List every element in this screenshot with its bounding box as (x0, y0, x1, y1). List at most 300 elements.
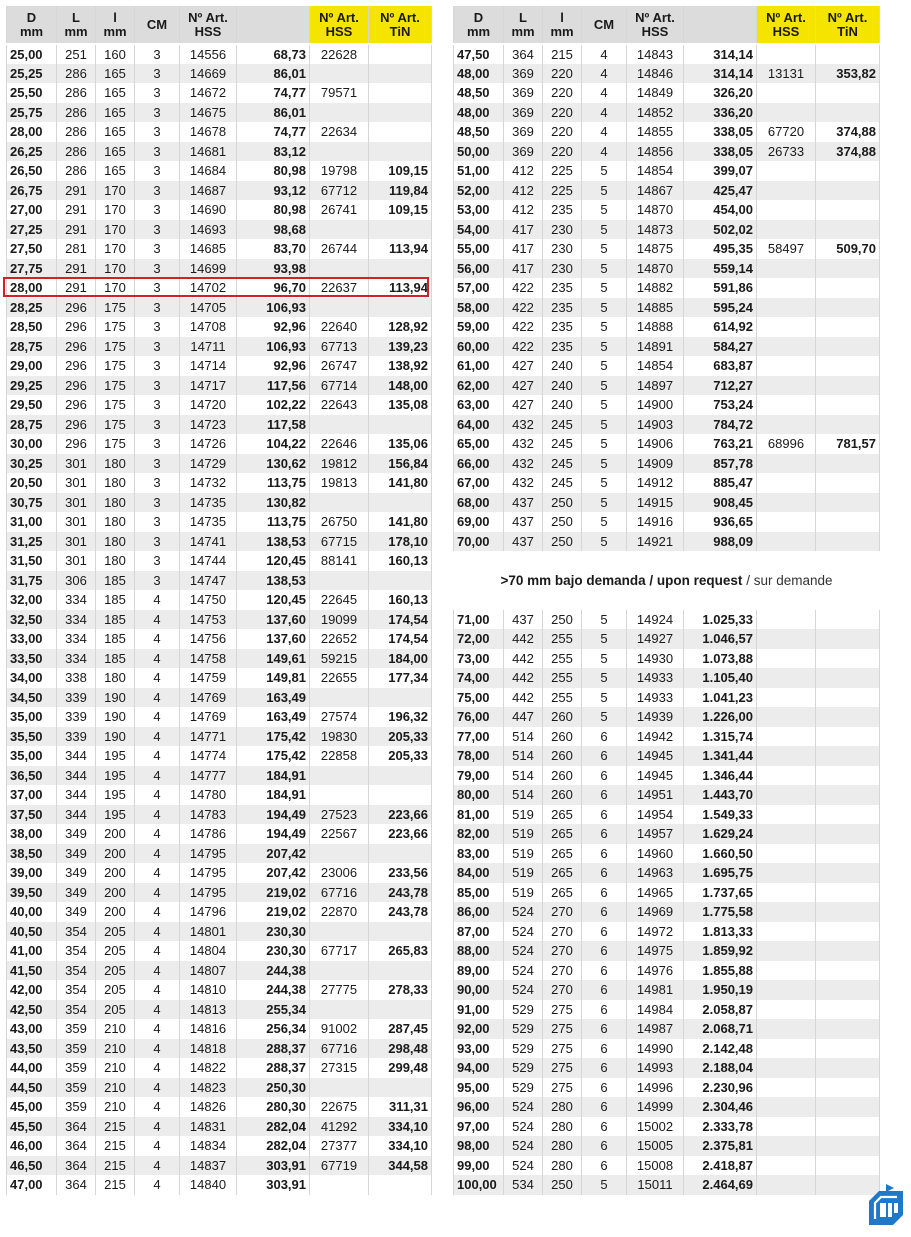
art-tin-cell: 119,84 (369, 181, 432, 201)
price-cell: 2.142,48 (684, 1039, 757, 1059)
l-cell: 354 (57, 961, 96, 981)
l-cell: 301 (57, 493, 96, 513)
art-tin-cell (816, 337, 880, 357)
art-tin-cell: 509,70 (816, 239, 880, 259)
l-cell: 514 (504, 727, 543, 747)
col-header-l: L mm (57, 6, 96, 44)
l-cell: 369 (504, 142, 543, 162)
table-row (454, 1117, 880, 1137)
price-cell: 338,05 (684, 142, 757, 162)
art-tin-cell (369, 785, 432, 805)
art-tin-cell: 334,10 (369, 1136, 432, 1156)
price-table-right (453, 6, 880, 1195)
table-row (454, 649, 880, 669)
art-cell: 14807 (180, 961, 237, 981)
price-cell: 614,92 (684, 317, 757, 337)
d-cell: 31,75 (7, 571, 57, 591)
table-row (7, 844, 432, 864)
i-cell: 195 (96, 785, 135, 805)
cm-cell: 6 (582, 844, 627, 864)
table-row (454, 317, 880, 337)
l-cell: 339 (57, 727, 96, 747)
art-cell: 14957 (627, 824, 684, 844)
art-hss-cell: 67712 (310, 181, 369, 201)
art-tin-cell (816, 298, 880, 318)
d-cell: 70,00 (454, 532, 504, 552)
cm-cell: 5 (582, 629, 627, 649)
art-cell: 14702 (180, 278, 237, 298)
cm-cell: 4 (135, 941, 180, 961)
table-row (454, 1019, 880, 1039)
price-cell: 219,02 (237, 902, 310, 922)
table-row (7, 1078, 432, 1098)
table-row (454, 1000, 880, 1020)
price-cell: 83,12 (237, 142, 310, 162)
l-cell: 338 (57, 668, 96, 688)
art-hss-cell (757, 220, 816, 240)
d-cell: 20,50 (7, 473, 57, 493)
art-cell: 14945 (627, 746, 684, 766)
i-cell: 215 (96, 1175, 135, 1195)
i-cell: 220 (543, 83, 582, 103)
cm-cell: 4 (135, 1019, 180, 1039)
price-cell: 326,20 (684, 83, 757, 103)
table-row (454, 727, 880, 747)
cm-cell: 3 (135, 454, 180, 474)
l-cell: 359 (57, 1078, 96, 1098)
art-cell: 14951 (627, 785, 684, 805)
cm-cell: 5 (582, 356, 627, 376)
l-cell: 529 (504, 1019, 543, 1039)
art-cell: 14972 (627, 922, 684, 942)
i-cell: 205 (96, 980, 135, 1000)
l-cell: 291 (57, 181, 96, 201)
art-hss-cell (757, 961, 816, 981)
art-cell: 14921 (627, 532, 684, 552)
spacer-row (454, 551, 880, 571)
table-row (454, 1078, 880, 1098)
art-cell: 14822 (180, 1058, 237, 1078)
i-cell: 260 (543, 785, 582, 805)
i-cell: 170 (96, 220, 135, 240)
l-cell: 364 (57, 1156, 96, 1176)
price-cell: 908,45 (684, 493, 757, 513)
d-cell: 31,25 (7, 532, 57, 552)
art-cell: 14810 (180, 980, 237, 1000)
table-row (454, 668, 880, 688)
art-cell: 14870 (627, 259, 684, 279)
art-hss-cell: 22643 (310, 395, 369, 415)
d-cell: 29,00 (7, 356, 57, 376)
art-cell: 14685 (180, 239, 237, 259)
i-cell: 280 (543, 1156, 582, 1176)
art-cell: 14942 (627, 727, 684, 747)
art-tin-cell (369, 122, 432, 142)
art-tin-cell (816, 629, 880, 649)
l-cell: 286 (57, 161, 96, 181)
table-row (7, 883, 432, 903)
art-hss-cell (757, 746, 816, 766)
cm-cell: 4 (135, 590, 180, 610)
cm-cell: 6 (582, 1019, 627, 1039)
i-cell: 260 (543, 727, 582, 747)
art-cell: 14826 (180, 1097, 237, 1117)
i-cell: 265 (543, 824, 582, 844)
i-cell: 235 (543, 317, 582, 337)
table-row (454, 746, 880, 766)
d-cell: 50,00 (454, 142, 504, 162)
art-hss-cell (757, 727, 816, 747)
l-cell: 422 (504, 298, 543, 318)
art-tin-cell (816, 44, 880, 64)
price-cell: 149,81 (237, 668, 310, 688)
i-cell: 280 (543, 1136, 582, 1156)
art-tin-cell (369, 298, 432, 318)
cm-cell: 4 (582, 142, 627, 162)
cm-cell: 5 (582, 610, 627, 630)
note-fr-text: / sur demande (742, 572, 833, 588)
art-hss-cell (757, 629, 816, 649)
d-cell: 43,50 (7, 1039, 57, 1059)
art-tin-cell (816, 181, 880, 201)
d-cell: 27,50 (7, 239, 57, 259)
table-row (7, 122, 432, 142)
table-row (454, 1156, 880, 1176)
d-cell: 99,00 (454, 1156, 504, 1176)
art-tin-cell (816, 83, 880, 103)
art-tin-cell (816, 824, 880, 844)
i-cell: 260 (543, 707, 582, 727)
table-row (7, 356, 432, 376)
art-tin-cell: 287,45 (369, 1019, 432, 1039)
cm-cell: 4 (582, 122, 627, 142)
art-cell: 14758 (180, 649, 237, 669)
d-cell: 39,50 (7, 883, 57, 903)
art-hss-cell (757, 863, 816, 883)
d-cell: 53,00 (454, 200, 504, 220)
cm-cell: 3 (135, 181, 180, 201)
price-cell: 86,01 (237, 64, 310, 84)
cm-cell: 5 (582, 1175, 627, 1195)
price-cell: 280,30 (237, 1097, 310, 1117)
l-cell: 344 (57, 805, 96, 825)
table-row (7, 551, 432, 571)
col-header-price (684, 6, 757, 44)
art-hss-cell: 22675 (310, 1097, 369, 1117)
l-cell: 291 (57, 278, 96, 298)
table-row (454, 259, 880, 279)
table-row (7, 629, 432, 649)
art-cell: 14873 (627, 220, 684, 240)
table-row (454, 161, 880, 181)
art-cell: 14714 (180, 356, 237, 376)
table-row (7, 766, 432, 786)
l-cell: 422 (504, 278, 543, 298)
table-row (454, 629, 880, 649)
l-cell: 286 (57, 83, 96, 103)
art-tin-cell (369, 44, 432, 64)
art-hss-cell: 22637 (310, 278, 369, 298)
l-cell: 251 (57, 44, 96, 64)
art-hss-cell (757, 44, 816, 64)
table-row (454, 356, 880, 376)
cm-cell: 5 (582, 688, 627, 708)
l-cell: 291 (57, 259, 96, 279)
l-cell: 432 (504, 473, 543, 493)
price-cell: 1.443,70 (684, 785, 757, 805)
art-tin-cell (816, 278, 880, 298)
price-cell: 288,37 (237, 1058, 310, 1078)
price-cell: 2.375,81 (684, 1136, 757, 1156)
i-cell: 165 (96, 64, 135, 84)
l-cell: 417 (504, 259, 543, 279)
art-cell: 14769 (180, 688, 237, 708)
table-row (454, 707, 880, 727)
art-cell: 14717 (180, 376, 237, 396)
price-cell: 1.629,24 (684, 824, 757, 844)
art-tin-cell: 243,78 (369, 902, 432, 922)
art-tin-cell: 299,48 (369, 1058, 432, 1078)
art-cell: 14852 (627, 103, 684, 123)
table-row (454, 883, 880, 903)
table-row (7, 181, 432, 201)
price-cell: 98,68 (237, 220, 310, 240)
cm-cell: 6 (582, 980, 627, 1000)
l-cell: 369 (504, 83, 543, 103)
art-cell: 14939 (627, 707, 684, 727)
table-row (454, 103, 880, 123)
cm-cell: 3 (135, 356, 180, 376)
l-cell: 437 (504, 532, 543, 552)
art-cell: 15008 (627, 1156, 684, 1176)
art-hss-cell: 67713 (310, 337, 369, 357)
i-cell: 235 (543, 200, 582, 220)
d-cell: 46,50 (7, 1156, 57, 1176)
d-cell: 86,00 (454, 902, 504, 922)
i-cell: 275 (543, 1058, 582, 1078)
price-cell: 194,49 (237, 824, 310, 844)
i-cell: 280 (543, 1117, 582, 1137)
art-tin-cell (369, 766, 432, 786)
d-cell: 85,00 (454, 883, 504, 903)
cm-cell: 5 (582, 434, 627, 454)
cm-cell: 4 (135, 727, 180, 747)
cm-cell: 4 (135, 668, 180, 688)
d-cell: 26,50 (7, 161, 57, 181)
table-row (7, 103, 432, 123)
art-hss-cell: 67719 (310, 1156, 369, 1176)
price-cell: 338,05 (684, 122, 757, 142)
art-hss-cell: 79571 (310, 83, 369, 103)
price-cell: 219,02 (237, 883, 310, 903)
col-header-cm: CM (582, 6, 627, 44)
d-cell: 43,00 (7, 1019, 57, 1039)
price-cell: 502,02 (684, 220, 757, 240)
art-hss-cell (310, 1078, 369, 1098)
cm-cell: 3 (135, 317, 180, 337)
art-tin-cell: 334,10 (369, 1117, 432, 1137)
price-cell: 184,91 (237, 766, 310, 786)
table-row (7, 239, 432, 259)
art-hss-cell (757, 980, 816, 1000)
cm-cell: 3 (135, 200, 180, 220)
d-cell: 95,00 (454, 1078, 504, 1098)
art-cell: 14976 (627, 961, 684, 981)
table-row (7, 902, 432, 922)
d-cell: 55,00 (454, 239, 504, 259)
d-cell: 38,50 (7, 844, 57, 864)
price-cell: 314,14 (684, 64, 757, 84)
d-cell: 31,00 (7, 512, 57, 532)
price-cell: 256,34 (237, 1019, 310, 1039)
d-cell: 32,00 (7, 590, 57, 610)
cm-cell: 3 (135, 44, 180, 64)
cm-cell: 4 (135, 766, 180, 786)
cm-cell: 3 (135, 220, 180, 240)
d-cell: 37,00 (7, 785, 57, 805)
l-cell: 412 (504, 161, 543, 181)
l-cell: 524 (504, 961, 543, 981)
art-hss-cell (757, 1097, 816, 1117)
table-row (454, 1175, 880, 1195)
price-cell: 117,58 (237, 415, 310, 435)
i-cell: 170 (96, 278, 135, 298)
l-cell: 427 (504, 395, 543, 415)
art-hss-cell (310, 922, 369, 942)
art-hss-cell: 67717 (310, 941, 369, 961)
art-cell: 14818 (180, 1039, 237, 1059)
art-cell: 14870 (627, 200, 684, 220)
l-cell: 432 (504, 434, 543, 454)
art-tin-cell (369, 64, 432, 84)
art-hss-cell (310, 961, 369, 981)
price-cell: 314,14 (684, 44, 757, 64)
l-cell: 344 (57, 746, 96, 766)
l-cell: 301 (57, 454, 96, 474)
art-tin-cell: 109,15 (369, 200, 432, 220)
art-tin-cell (816, 1097, 880, 1117)
i-cell: 185 (96, 649, 135, 669)
art-tin-cell (816, 727, 880, 747)
art-hss-cell (757, 181, 816, 201)
cm-cell: 4 (582, 44, 627, 64)
table-row (454, 473, 880, 493)
art-tin-cell (816, 1136, 880, 1156)
d-cell: 48,00 (454, 103, 504, 123)
art-hss-cell: 19830 (310, 727, 369, 747)
art-cell: 15011 (627, 1175, 684, 1195)
art-hss-cell (757, 1156, 816, 1176)
art-hss-cell (757, 454, 816, 474)
art-tin-cell (816, 1117, 880, 1137)
cm-cell: 6 (582, 746, 627, 766)
price-cell: 282,04 (237, 1136, 310, 1156)
art-cell: 14813 (180, 1000, 237, 1020)
table-row (454, 902, 880, 922)
cm-cell: 3 (135, 161, 180, 181)
table-row (7, 571, 432, 591)
table-row (454, 1058, 880, 1078)
art-hss-cell: 22640 (310, 317, 369, 337)
d-cell: 30,00 (7, 434, 57, 454)
cm-cell: 4 (135, 629, 180, 649)
art-tin-cell (816, 805, 880, 825)
l-cell: 339 (57, 707, 96, 727)
price-cell: 244,38 (237, 961, 310, 981)
d-cell: 28,00 (7, 122, 57, 142)
i-cell: 220 (543, 64, 582, 84)
art-cell: 14783 (180, 805, 237, 825)
art-cell: 14669 (180, 64, 237, 84)
i-cell: 255 (543, 629, 582, 649)
l-cell: 359 (57, 1097, 96, 1117)
price-cell: 1.695,75 (684, 863, 757, 883)
table-row (7, 142, 432, 162)
d-cell: 29,50 (7, 395, 57, 415)
art-hss-cell: 67716 (310, 883, 369, 903)
price-cell: 2.333,78 (684, 1117, 757, 1137)
spacer-row (454, 590, 880, 610)
art-tin-cell (816, 376, 880, 396)
price-cell: 80,98 (237, 161, 310, 181)
d-cell: 92,00 (454, 1019, 504, 1039)
art-hss-cell: 13131 (757, 64, 816, 84)
art-tin-cell (369, 922, 432, 942)
i-cell: 175 (96, 434, 135, 454)
art-hss-cell (757, 1058, 816, 1078)
l-cell: 349 (57, 883, 96, 903)
i-cell: 175 (96, 298, 135, 318)
table-row (7, 1136, 432, 1156)
i-cell: 250 (543, 512, 582, 532)
art-tin-cell: 174,54 (369, 610, 432, 630)
price-cell: 683,87 (684, 356, 757, 376)
table-row (454, 44, 880, 64)
i-cell: 255 (543, 668, 582, 688)
l-cell: 354 (57, 941, 96, 961)
i-cell: 220 (543, 103, 582, 123)
l-cell: 291 (57, 220, 96, 240)
price-cell: 584,27 (684, 337, 757, 357)
cm-cell: 4 (135, 961, 180, 981)
art-hss-cell (757, 688, 816, 708)
d-cell: 41,00 (7, 941, 57, 961)
art-cell: 14933 (627, 688, 684, 708)
art-tin-cell (816, 902, 880, 922)
art-cell: 14705 (180, 298, 237, 318)
cm-cell: 3 (135, 532, 180, 552)
i-cell: 175 (96, 337, 135, 357)
art-hss-cell (310, 1175, 369, 1195)
art-cell: 14891 (627, 337, 684, 357)
price-cell: 92,96 (237, 317, 310, 337)
price-cell: 194,49 (237, 805, 310, 825)
art-cell: 14708 (180, 317, 237, 337)
price-cell: 857,78 (684, 454, 757, 474)
i-cell: 205 (96, 941, 135, 961)
art-hss-cell: 22567 (310, 824, 369, 844)
price-cell: 559,14 (684, 259, 757, 279)
i-cell: 265 (543, 863, 582, 883)
i-cell: 165 (96, 83, 135, 103)
i-cell: 165 (96, 161, 135, 181)
price-cell: 1.041,23 (684, 688, 757, 708)
cm-cell: 5 (582, 259, 627, 279)
art-hss-cell (310, 142, 369, 162)
cm-cell: 6 (582, 824, 627, 844)
art-hss-cell (757, 356, 816, 376)
d-cell: 84,00 (454, 863, 504, 883)
